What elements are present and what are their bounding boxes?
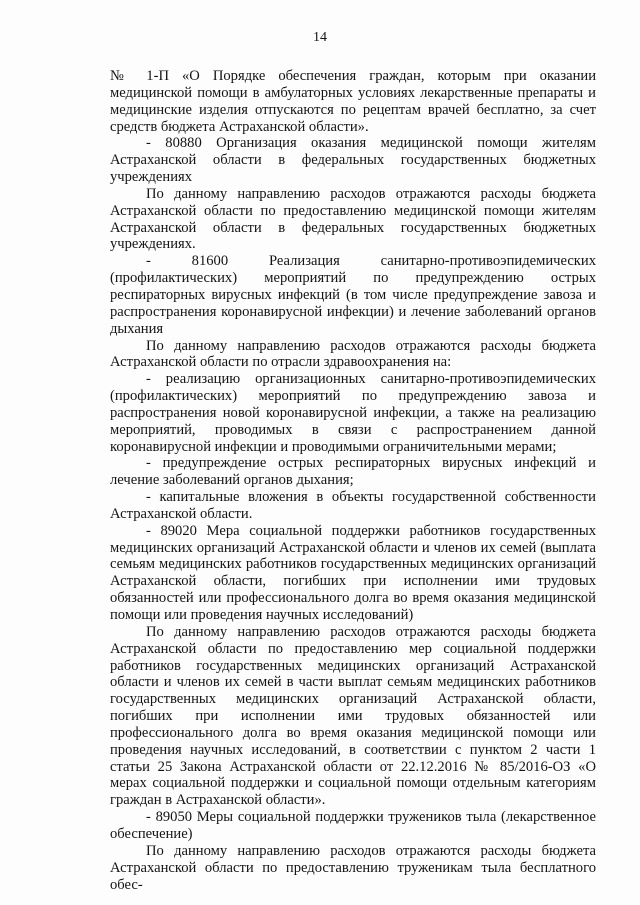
paragraph-81600-description: По данному направлению расходов отражаются расходы бюджета Астраханской области по отрасли здравоохранения на: (110, 337, 596, 371)
paragraph-80880-description: По данному направлению расходов отражаются расходы бюджета Астраханской области по предоставлению медицинской помощи жителям Астраханской области в федеральных государственных бюджетных учреждениях. (110, 185, 596, 253)
paragraph-regulation-reference: № 1-П «О Порядке обеспечения граждан, которым при оказании медицинской помощи в амбулаторных условиях лекарственные препараты и медицинские изделия отпускаются по рецептам врачей бесплатно, за счет средств бюджета Астраханской области». (110, 68, 596, 135)
document-body (110, 68, 596, 893)
paragraph-89050-description: По данному направлению расходов отражаются расходы бюджета Астраханской области по предоставлению труженикам тыла бесплатного обес- (110, 842, 596, 893)
page-number: 14 (313, 30, 327, 45)
list-item-organizational-measures: - реализацию организационных санитарно-противоэпидемических (профилактических) мероприятий по предупреждению завоза и распространения новой коронавирусной инфекции, а также на реализацию мероприятий, проводимых в связи с распространением данной коронавирусной инфекции и проводимыми ограничительными мерами; (110, 371, 596, 455)
paragraph-code-80880: - 80880 Организация оказания медицинской помощи жителям Астраханской области в федеральных государственных бюджетных учреждениях (110, 135, 596, 186)
list-item-capital-investments: - капитальные вложения в объекты государственной собственности Астраханской области. (110, 489, 596, 522)
paragraph-code-89020: - 89020 Мера социальной поддержки работников государственных медицинских организаций Астраханской области и членов их семей (выплата семьям медицинских работников государственных медицинских организаций Астраханской области, погибших при исполнении ими трудовых обязанностей или профессионального долга во время оказания медицинской помощи или проведения научных исследований) (110, 522, 596, 623)
paragraph-code-89050: - 89050 Меры социальной поддержки тружеников тыла (лекарственное обеспечение) (110, 809, 596, 842)
paragraph-89020-description: По данному направлению расходов отражаются расходы бюджета Астраханской области по предоставлению мер социальной поддержки работников государственных медицинских организаций Астраханской области и членов их семей в части выплат семьям медицинских работников государственных медицинских организаций Астраханской области, погибших при исполнении ими трудовых обязанностей или профессионального долга во время оказания медицинской помощи или проведения научных исследований, в соответствии с пунктом 2 части 1 статьи 25 Закона Астраханской области от 22.12.2016 № 85/2016-ОЗ «О мерах социальной поддержки и социальной помощи отдельным категориям граждан в Астраханской области». (110, 623, 596, 809)
paragraph-code-81600: - 81600 Реализация санитарно-противоэпидемических (профилактических) мероприятий по предупреждению острых респираторных вирусных инфекций (в том числе предупреждение завоза и распространения коронавирусной инфекции) и лечение заболеваний органов дыхания (110, 253, 596, 337)
list-item-prevention: - предупреждение острых респираторных вирусных инфекций и лечение заболеваний органов дыхания; (110, 455, 596, 489)
